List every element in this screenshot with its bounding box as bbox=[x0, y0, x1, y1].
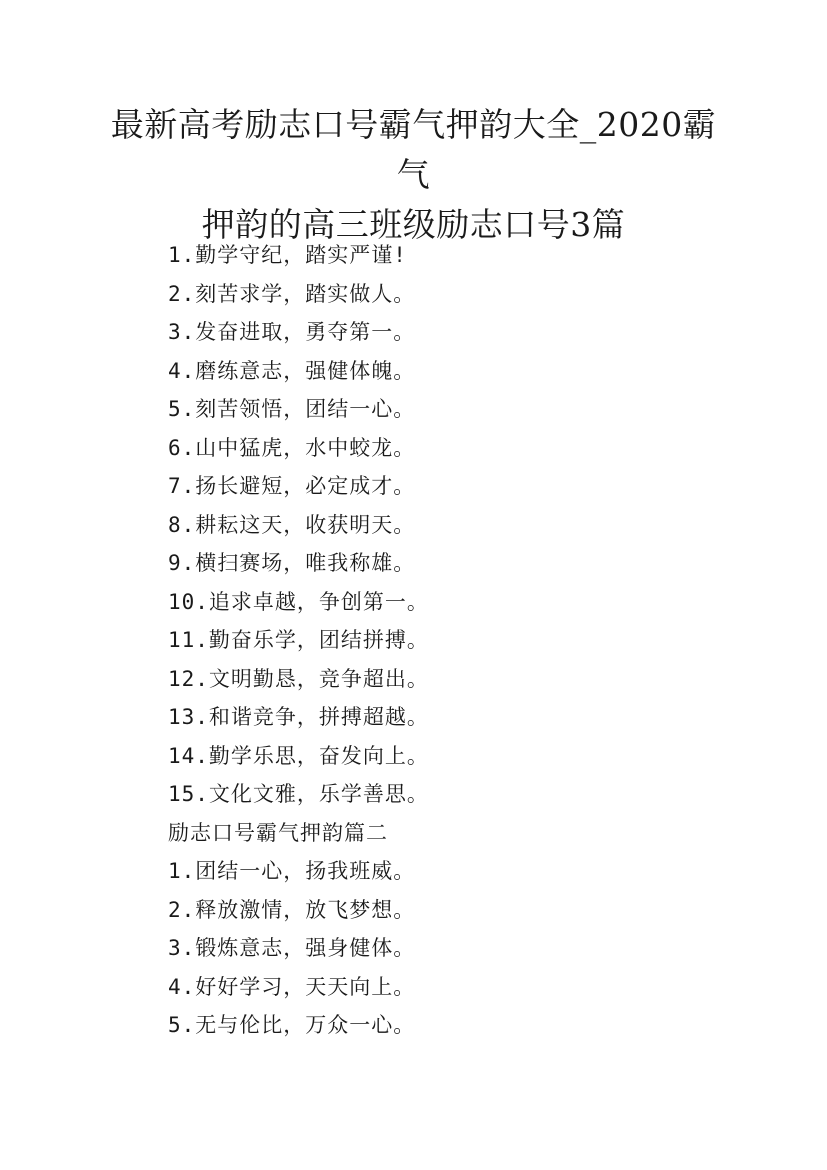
section-heading: 励志口号霸气押韵篇二 bbox=[168, 820, 388, 845]
list-item: 4.好好学习，天天向上。 bbox=[168, 974, 416, 999]
list-item: 11.勤奋乐学，团结拼搏。 bbox=[168, 628, 429, 652]
list-item: 2.刻苦求学，踏实做人。 bbox=[168, 281, 416, 306]
list-item: 9.横扫赛场，唯我称雄。 bbox=[168, 551, 416, 575]
list-item: 1.团结一心，扬我班威。 bbox=[168, 859, 416, 883]
list-item: 1.勤学守纪，踏实严谨! bbox=[168, 243, 407, 267]
list-item: 8.耕耘这天，收获明天。 bbox=[168, 512, 416, 537]
list-item: 7.扬长避短，必定成才。 bbox=[168, 474, 416, 498]
list-item: 10.追求卓越，争创第一。 bbox=[168, 589, 429, 614]
list-item: 15.文化文雅，乐学善思。 bbox=[168, 782, 429, 806]
list-item: 14.勤学乐思，奋发向上。 bbox=[168, 743, 429, 768]
list-item: 3.发奋进取，勇夺第一。 bbox=[168, 320, 416, 344]
list-item: 13.和谐竞争，拼搏超越。 bbox=[168, 705, 429, 729]
list-item: 3.锻炼意志，强身健体。 bbox=[168, 936, 416, 960]
list-item: 6.山中猛虎，水中蛟龙。 bbox=[168, 435, 416, 460]
title-line-1: 最新高考励志口号霸气押韵大全_2020霸气 bbox=[110, 105, 717, 194]
document-title bbox=[100, 100, 727, 250]
title-line-2: 押韵的高三班级励志口号3篇 bbox=[201, 205, 626, 244]
list-item: 12.文明勤恳，竞争超出。 bbox=[168, 666, 429, 691]
list-item: 4.磨练意志，强健体魄。 bbox=[168, 358, 416, 383]
list-item: 5.刻苦领悟，团结一心。 bbox=[168, 397, 416, 421]
list-item: 5.无与伦比，万众一心。 bbox=[168, 1013, 416, 1037]
slogan-list bbox=[168, 236, 728, 1045]
list-item: 2.释放激情，放飞梦想。 bbox=[168, 897, 416, 922]
